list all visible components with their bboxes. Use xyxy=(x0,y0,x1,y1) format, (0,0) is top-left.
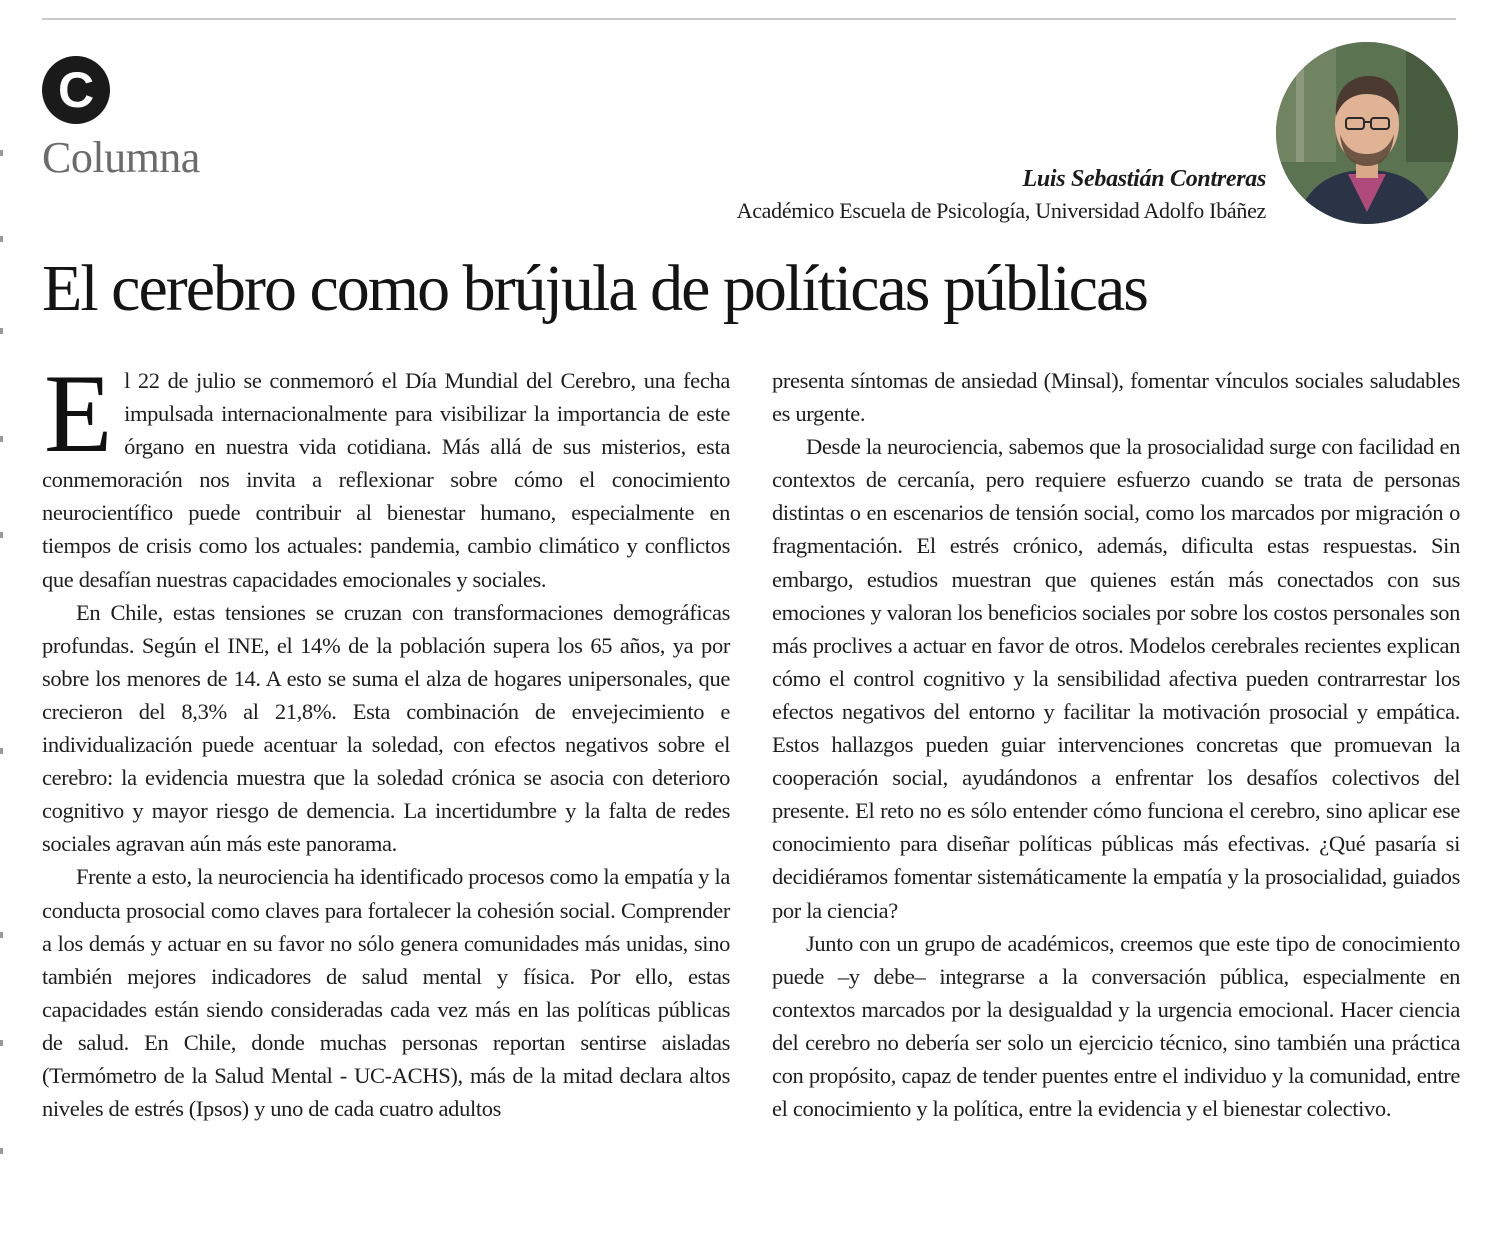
margin-mark xyxy=(0,1148,3,1154)
margin-mark xyxy=(0,932,3,938)
margin-mark xyxy=(0,236,3,242)
paragraph: En Chile, estas tensiones se cruzan con transformaciones demográficas profundas. Según el INE, el 14% de la población supera los 65 años, ya por sobre los menores de 14. A esto se suma el alza de hogares unipersonales, que crecieron del 8,3% al 21,8%. Esta combinación de envejecimiento e individualización puede acentuar la soledad, con efectos negativos sobre el cerebro: la evidencia muestra que la soledad crónica se asocia con deterioro cognitivo y mayor riesgo de demencia. La incertidumbre y la falta de redes sociales agravan aún más este panorama. xyxy=(42,599,730,857)
author-byline xyxy=(737,163,1266,227)
margin-mark xyxy=(0,532,3,538)
margin-mark xyxy=(0,328,3,334)
paragraph: Junto con un grupo de académicos, creemos que este tipo de conocimiento puede –y debe– integrarse a la conversación pública, especialmente en contextos marcados por la desigualdad y la urgencia emocional. Hacer ciencia del cerebro no debería ser solo un ejercicio técnico, sino también una práctica con propósito, capaz de tender puentes entre el individuo y la comunidad, entre el conocimiento y la política, entre la evidencia y el bienestar colectivo. xyxy=(772,930,1460,1122)
paragraph: presenta síntomas de ansiedad (Minsal), fomentar vínculos sociales saludables es urgente. xyxy=(772,368,1460,427)
paragraph: Desde la neurociencia, sabemos que la prosocialidad surge con facilidad en contextos de cercanía, pero requiere esfuerzo cuando se trata de personas distintas o en escenarios de tensión social, como los marcados por migración o fragmentación. El estrés crónico, además, dificulta estas respuestas. Sin embargo, estudios muestran que quienes están más conectados con sus emociones y valoran los beneficios sociales por sobre los costos personales son más proclives a actuar en favor de otros. Modelos cerebrales recientes explican cómo el control cognitivo y la sensibilidad afectiva pueden contrarrestar los efectos negativos del entorno y facilitar la motivación prosocial y empática. Estos hallazgos pueden guiar intervenciones concretas que promuevan la cooperación social, ayudándonos a enfrentar los desafíos colectivos del presente. El reto no es sólo entender cómo funciona el cerebro, sino aplicar ese conocimiento para diseñar políticas públicas más efectivas. ¿Qué pasaría si decidiéramos fomentar sistemáticamente la empatía y la prosocialidad, guiados por la ciencia? xyxy=(772,434,1460,923)
article-column-left xyxy=(42,352,730,1125)
margin-mark xyxy=(0,436,3,442)
paragraph xyxy=(42,352,730,596)
margin-mark xyxy=(0,150,3,156)
author-photo xyxy=(1276,42,1458,224)
top-rule xyxy=(42,18,1456,20)
author-name: Luis Sebastián Contreras xyxy=(1022,166,1266,192)
headline: El cerebro como brújula de políticas públicas xyxy=(42,252,1147,325)
paragraph-text: l 22 de julio se conmemoró el Día Mundial del Cerebro, una fecha impulsada internacionalmente para visibilizar la importancia de este órgano en nuestra vida cotidiana. Más allá de sus misterios, esta conmemoración nos invita a reflexionar sobre cómo el conocimiento neurocientífico puede contribuir al bienestar humano, especialmente en tiempos de crisis como los actuales: pandemia, cambio climático y conflictos que desafían nuestras capacidades emocionales y sociales. xyxy=(42,368,730,592)
paragraph: Frente a esto, la neurociencia ha identificado procesos como la empatía y la conducta prosocial como claves para fortalecer la cohesión social. Comprender a los demás y actuar en su favor no sólo genera comunidades más unidas, sino también mejores indicadores de salud mental y física. Por ello, estas capacidades están siendo consideradas cada vez más en las políticas públicas de salud. En Chile, donde muchas personas reportan sentirse aisladas (Termómetro de la Salud Mental - UC-ACHS), más de la mitad declara altos niveles de estrés (Ipsos) y uno de cada cuatro adultos xyxy=(42,864,730,1122)
margin-mark xyxy=(0,748,3,754)
column-logo: C xyxy=(42,56,110,124)
author-role: Académico Escuela de Psicología, Universidad Adolfo Ibáñez xyxy=(736,198,1266,223)
article-column-right xyxy=(772,364,1460,1125)
drop-cap: E xyxy=(44,352,113,476)
section-label: Columna xyxy=(42,133,200,182)
margin-mark xyxy=(0,1040,3,1046)
